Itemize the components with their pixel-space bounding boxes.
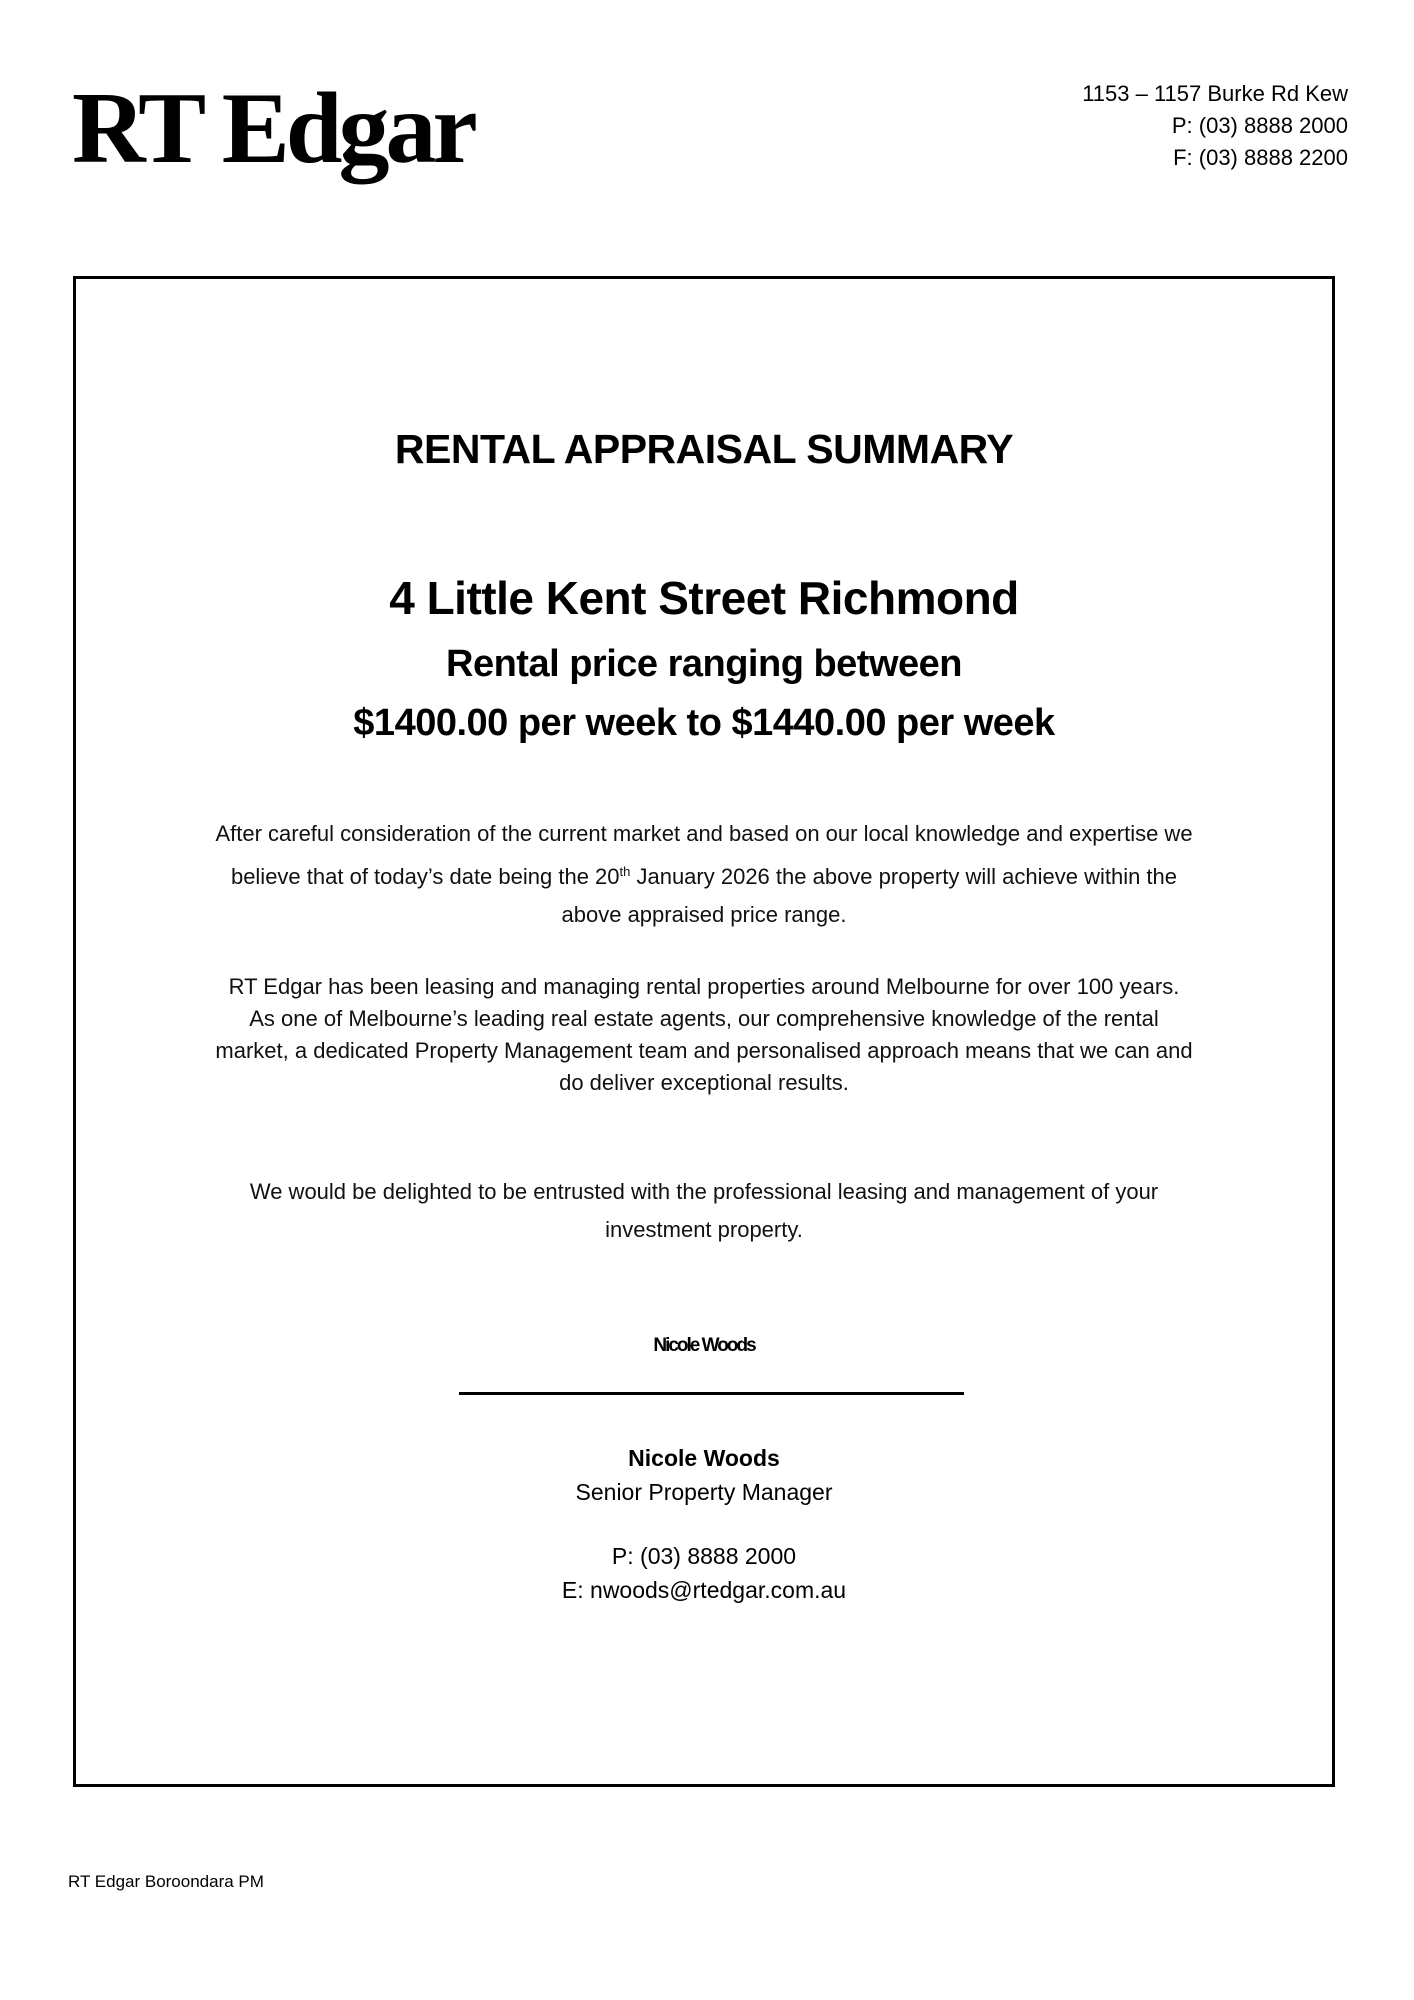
price-range-label: Rental price ranging between [446, 643, 962, 685]
ordinal-suffix: th [619, 864, 631, 879]
closing-paragraph: We would be delighted to be entrusted with the professional leasing and management of your investment property. [249, 1179, 1159, 1242]
office-phone: P: (03) 8888 2000 [1171, 113, 1348, 138]
document-title: RENTAL APPRAISAL SUMMARY [394, 426, 1014, 472]
signatory-contact-block [76, 1441, 1332, 1607]
office-fax: F: (03) 8888 2200 [1173, 145, 1348, 170]
company-paragraph: RT Edgar has been leasing and managing rental properties around Melbourne for over 100 years. As one of Melbourne’s leading real estate agents, our comprehensive knowledge of the rental market, a dedicated Property Management team and personalised approach means that we can and do deliver exceptional results. [215, 974, 1193, 1095]
signature: Nicole Woods [653, 1335, 755, 1356]
signatory-email: E: nwoods@rtedgar.com.au [561, 1577, 847, 1603]
appraisal-paragraph [204, 815, 1204, 934]
price-range-value: $1400.00 per week to $1440.00 per week [353, 702, 1055, 744]
appraisal-frame [73, 276, 1335, 1787]
signature-line [459, 1392, 964, 1395]
office-contact-block [1082, 78, 1348, 174]
appraisal-text-b: January 2026 the above property will achieve within the above appraised price range. [561, 864, 1178, 927]
office-address: 1153 – 1157 Burke Rd Kew [1082, 81, 1348, 106]
signatory-name: Nicole Woods [628, 1445, 780, 1471]
signatory-role: Senior Property Manager [575, 1479, 833, 1505]
property-address: 4 Little Kent Street Richmond [389, 572, 1019, 624]
signatory-phone: P: (03) 8888 2000 [611, 1543, 797, 1569]
company-logo: RT Edgar [72, 72, 474, 185]
footer-text: RT Edgar Boroondara PM [68, 1872, 264, 1891]
appraisal-text-a: After careful consideration of the current market and based on our local knowledge and expertise we believe that of today’s date being the 20 [215, 821, 1193, 889]
